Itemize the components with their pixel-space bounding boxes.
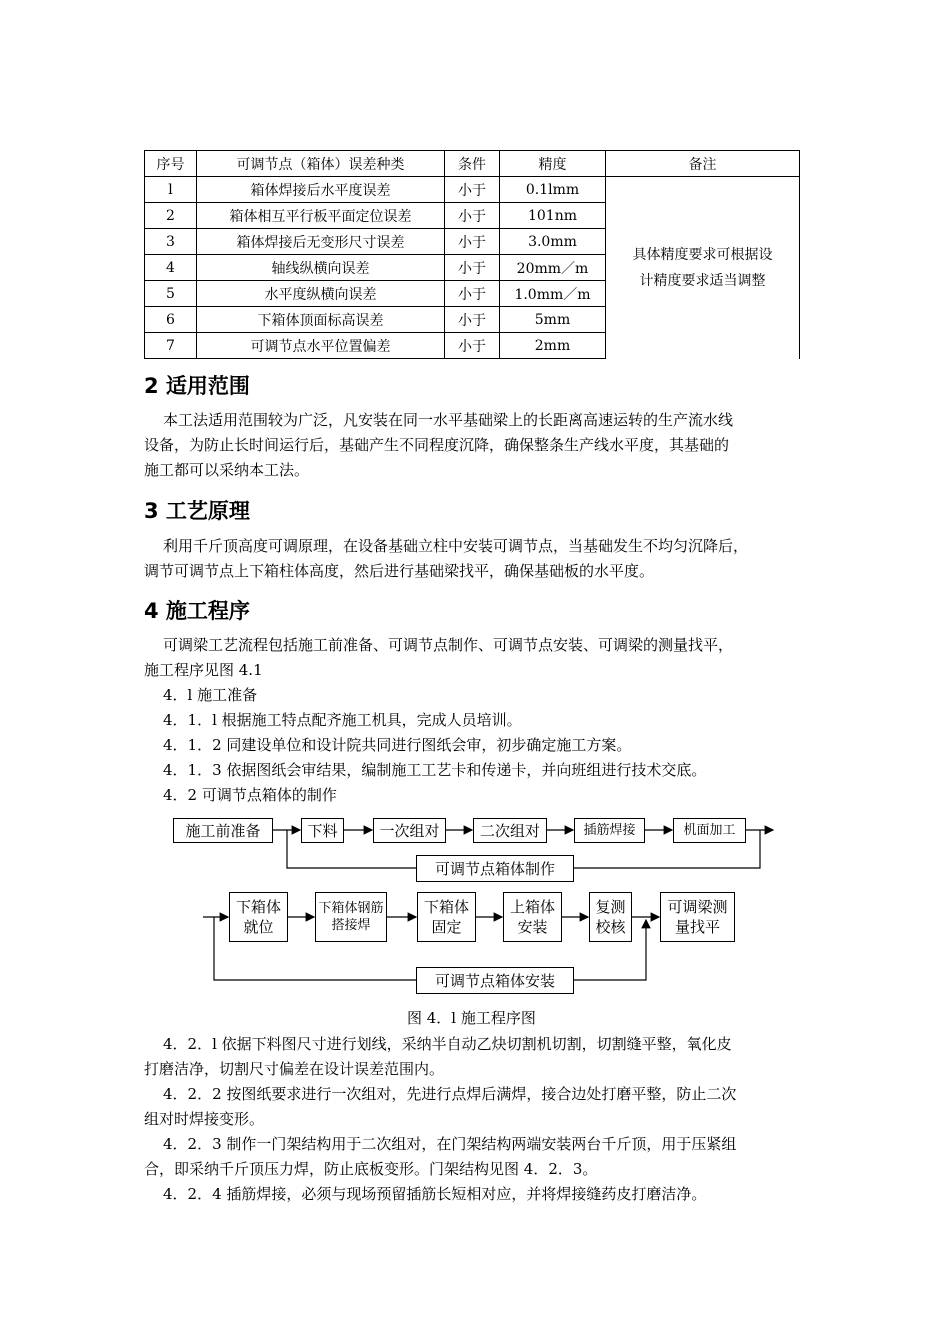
cell-precision: 2mm bbox=[500, 333, 606, 359]
flow-step-rebar-lap-weld bbox=[315, 892, 387, 942]
header-condition: 条件 bbox=[445, 151, 500, 177]
header-remark: 备注 bbox=[606, 151, 800, 177]
section-42-text: 4．2．3 制作一门架结构用于二次组对，在门架结构两端安装两台千斤顶，用于压紧组 bbox=[163, 1135, 737, 1153]
section-4-text: 施工程序见图 4.1 bbox=[144, 661, 263, 679]
flow-box-fabrication: 可调节点箱体制作 bbox=[416, 855, 574, 882]
cell-precision: 0.1lmm bbox=[500, 177, 606, 203]
box-line: 上箱体 bbox=[509, 898, 555, 916]
section-42-text: 4．2．2 按图纸要求进行一次组对，先进行点焊后满焊，接合边处打磨平整，防止二次 bbox=[163, 1085, 737, 1103]
section-3-heading: 3 工艺原理 bbox=[144, 499, 250, 523]
section-42-text: 合，即采纳千斤顶压力焊，防止底板变形。门架结构见图 4．2．3。 bbox=[144, 1160, 598, 1178]
cell-condition: 小于 bbox=[445, 307, 500, 333]
cell-precision: 1.0mm／m bbox=[500, 281, 606, 307]
header-index: 序号 bbox=[145, 151, 197, 177]
cell-index: l bbox=[145, 177, 197, 203]
section-4-text: 可调梁工艺流程包括施工前准备、可调节点制作、可调节点安装、可调梁的测量找平， bbox=[163, 636, 734, 654]
box-line: 可调梁测 bbox=[667, 898, 728, 916]
section-2-text: 本工法适用范围较为广泛，凡安装在同一水平基础梁上的长距离高速运转的生产流水线 bbox=[163, 411, 734, 429]
flow-step-first-assembly: 一次组对 bbox=[373, 818, 446, 843]
cell-precision: 20mm／m bbox=[500, 255, 606, 281]
section-3-text: 调节可调节点上下箱柱体高度，然后进行基础梁找平，确保基础板的水平度。 bbox=[144, 562, 655, 580]
cell-condition: 小于 bbox=[445, 281, 500, 307]
box-line: 校核 bbox=[595, 918, 626, 936]
box-line: 固定 bbox=[431, 918, 462, 936]
section-2-text: 施工都可以采纳本工法。 bbox=[144, 461, 310, 479]
cell-index: 2 bbox=[145, 203, 197, 229]
cell-condition: 小于 bbox=[445, 203, 500, 229]
flow-step-recheck bbox=[589, 892, 632, 942]
figure-caption: 图 4．l 施工程序图 bbox=[407, 1009, 536, 1027]
cell-precision: 3.0mm bbox=[500, 229, 606, 255]
remark-line-1: 具体精度要求可根据设 bbox=[632, 246, 773, 263]
section-3-text: 利用千斤顶高度可调原理，在设备基础立柱中安装可调节点，当基础发生不均匀沉降后， bbox=[163, 537, 749, 555]
section-4-text: 4．1．2 同建设单位和设计院共同进行图纸会审，初步确定施工方案。 bbox=[163, 736, 632, 754]
cell-error-type: 下箱体顶面标高误差 bbox=[197, 307, 445, 333]
flow-step-upper-box-install bbox=[503, 892, 562, 942]
cell-condition: 小于 bbox=[445, 333, 500, 359]
cell-condition: 小于 bbox=[445, 229, 500, 255]
section-4-heading: 4 施工程序 bbox=[144, 599, 250, 623]
flow-step-rebar-welding: 插筋焊接 bbox=[574, 818, 645, 843]
box-line: 就位 bbox=[243, 918, 274, 936]
cell-index: 7 bbox=[145, 333, 197, 359]
cell-index: 5 bbox=[145, 281, 197, 307]
cell-error-type: 箱体相互平行板平面定位误差 bbox=[197, 203, 445, 229]
cell-condition: 小于 bbox=[445, 255, 500, 281]
section-42-text: 打磨洁净，切割尺寸偏差在设计误差范围内。 bbox=[144, 1060, 445, 1078]
header-error-type: 可调节点（箱体）误差种类 bbox=[197, 151, 445, 177]
cell-precision: 101nm bbox=[500, 203, 606, 229]
cell-condition: 小于 bbox=[445, 177, 500, 203]
section-4-subheading: 4．l 施工准备 bbox=[163, 686, 258, 704]
cell-error-type: 轴线纵横向误差 bbox=[197, 255, 445, 281]
box-line: 下箱体 bbox=[423, 898, 469, 916]
box-line: 复测 bbox=[595, 898, 626, 916]
flow-step-machining: 机面加工 bbox=[673, 818, 746, 843]
box-line: 下箱体 bbox=[235, 898, 281, 916]
cell-precision: 5mm bbox=[500, 307, 606, 333]
cell-index: 3 bbox=[145, 229, 197, 255]
cell-error-type: 水平度纵横向误差 bbox=[197, 281, 445, 307]
section-4-text: 4．1．3 依据图纸会审结果，编制施工工艺卡和传递卡，并向班组进行技术交底。 bbox=[163, 761, 707, 779]
cell-index: 4 bbox=[145, 255, 197, 281]
remark-line-2: 计精度要求适当调整 bbox=[639, 272, 766, 289]
section-42-text: 组对时焊接变形。 bbox=[144, 1110, 265, 1128]
cell-error-type: 可调节点水平位置偏差 bbox=[197, 333, 445, 359]
cell-index: 6 bbox=[145, 307, 197, 333]
section-4-text: 4．1．l 根据施工特点配齐施工机具，完成人员培训。 bbox=[163, 711, 522, 729]
box-line: 搭接焊 bbox=[331, 918, 371, 933]
section-4-subheading: 4．2 可调节点箱体的制作 bbox=[163, 786, 337, 804]
box-line: 安装 bbox=[517, 918, 548, 936]
flow-box-installation: 可调节点箱体安装 bbox=[416, 967, 574, 994]
section-2-text: 设备，为防止长时间运行后，基础产生不同程度沉降，确保整条生产线水平度，其基础的 bbox=[144, 436, 730, 454]
flow-step-prep: 施工前准备 bbox=[173, 818, 273, 843]
flow-step-leveling bbox=[660, 892, 735, 942]
section-42-text: 4．2．l 依据下料图尺寸进行划线，采纳半自动乙炔切割机切割，切割缝平整，氧化皮 bbox=[163, 1035, 732, 1053]
flow-step-cutting: 下料 bbox=[301, 818, 344, 843]
section-2-heading: 2 适用范围 bbox=[144, 374, 250, 398]
cell-error-type: 箱体焊接后水平度误差 bbox=[197, 177, 445, 203]
header-precision: 精度 bbox=[500, 151, 606, 177]
cell-error-type: 箱体焊接后无变形尺寸误差 bbox=[197, 229, 445, 255]
flow-step-lower-box-fix bbox=[417, 892, 476, 942]
box-line: 量找平 bbox=[674, 918, 720, 936]
box-line: 下箱体钢筋 bbox=[318, 901, 384, 916]
flow-step-second-assembly: 二次组对 bbox=[473, 818, 547, 843]
flow-step-lower-box-position bbox=[229, 892, 288, 942]
section-42-text: 4．2．4 插筋焊接，必须与现场预留插筋长短相对应，并将焊接缝药皮打磨洁净。 bbox=[163, 1185, 707, 1203]
